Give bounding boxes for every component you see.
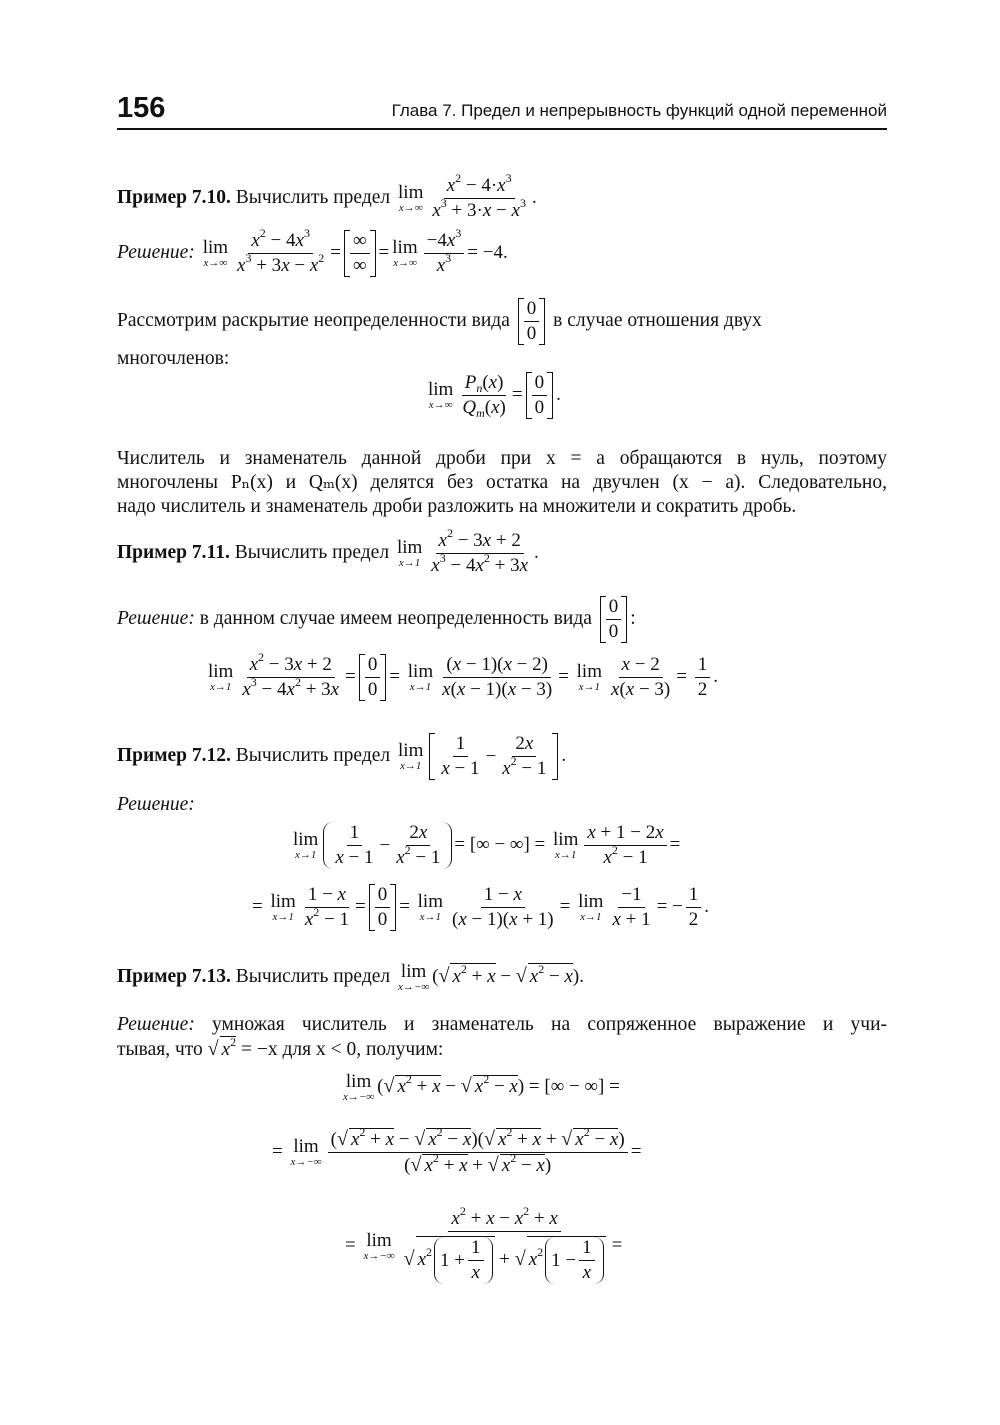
formula: lim x→1 $\frac{1}{x - 1}$ − $\frac{2x}{x^2 - 1}$ . xyxy=(398,733,567,779)
example-7-13-derivation-2: = lim x→−∞ $\frac{(√ x^2 + x - √ x^2 - x)(√ x^2 + x + √ x^2 - x)}{(√ x^2 + x + √ x^2 - x)}$ = xyxy=(272,1125,642,1176)
example-7-13-derivation-1: lim x→−∞ (√ $x^2 + x$ − √ $x^2 - x$) = [∞ − ∞] = xyxy=(343,1071,620,1103)
example-text: Вычислить предел xyxy=(235,186,391,208)
solution-text: в данном случае имеем неопределенность вида xyxy=(199,607,592,629)
example-7-10-statement xyxy=(117,171,887,222)
paragraph-line: многочлены Pₙ(x) и Qₘ(x) делятся без остатка на двучлен (x − a). Следовательно, xyxy=(117,472,887,493)
formula: lim x→∞ $\frac{x^2 - 4\cdot x^3}{x^3 + 3\cdot x - x^3}$ . xyxy=(398,171,537,221)
page-number: 156 xyxy=(117,92,166,124)
solution-text: умножая числитель и знаменатель на сопряженное выражение и учи- xyxy=(212,1014,887,1035)
example-7-12-derivation-1: lim x→1 $\frac{1}{x - 1}$ − $\frac{2x}{x^2 - 1}$ = [∞ − ∞] = lim x→1 $\frac{x + 1 - 2x}{x^2 - 1}$ = xyxy=(293,822,681,868)
text-fragment: Рассмотрим раскрытие неопределенности вида xyxy=(117,309,510,331)
formula: lim x→∞ $\frac{x^2 - 4x^3}{x^3 + 3x - x^2}$ = $\frac{\infty}{\infty}$ = lim x→∞ $\frac{-4x^3}{x^3}$ = −4. xyxy=(202,226,508,276)
paragraph-line: многочленов: xyxy=(117,348,230,369)
chapter-title: Глава 7. Предел и непрерывность функций одной переменной xyxy=(391,101,887,120)
indeterminate-0-0: $\frac{0}{0}$ xyxy=(600,596,628,643)
example-label: Пример 7.12. xyxy=(117,744,231,766)
example-7-13-solution-line1 xyxy=(117,1012,887,1037)
paragraph-line: надо числитель и знаменатель дроби разложить на множители и сократить дробь. xyxy=(117,496,797,517)
example-text: Вычислить предел xyxy=(235,744,391,766)
solution-text: тывая, что xyxy=(117,1039,203,1060)
example-7-12-derivation-2: = lim x→1 $\frac{1 - x}{x^2 - 1}$ = $\frac{0}{0}$ = lim x→1 $\frac{1 - x}{(x - 1)(x + 1)}$ = lim x→1 $\frac{-1}{x + 1}$ = − $\frac{1}{2}$ . xyxy=(252,884,710,930)
example-7-13-solution-line2: тывая, что √ $x^2 = -x$ для x < 0, получим: xyxy=(117,1035,444,1060)
formula: lim x→−∞ (√ $x^2 + x$ − √ $x^2 - x$). xyxy=(398,961,584,993)
example-7-11-solution: Решение: в данном случае имеем неопределенность вида $\frac{0}{0}$ : xyxy=(117,596,636,642)
example-label: Пример 7.11. xyxy=(117,541,230,563)
solution-label: Решение: xyxy=(117,607,195,629)
text-fragment: в случае отношения двух xyxy=(553,309,762,331)
solution-label: Решение: xyxy=(117,241,195,263)
example-label: Пример 7.10. xyxy=(117,186,231,208)
example-7-13-statement xyxy=(117,962,887,993)
example-7-12-statement xyxy=(117,733,887,780)
example-text: Вычислить предел xyxy=(235,965,391,987)
limit-formula: lim x→∞ $\frac{P_n(x)}{Q_m(x)}$ = $\frac{0}{0}$ . xyxy=(428,372,561,420)
paragraph-line: Числитель и знаменатель данной дроби при x = a обращаются в нуль, поэтому xyxy=(117,448,887,469)
formula: lim x→1 $\frac{x^2 - 3x + 2}{x^3 - 4x^2 + 3x}$ . xyxy=(396,526,539,576)
solution-label: Решение: xyxy=(117,1014,195,1035)
example-7-11-statement xyxy=(117,526,887,577)
paragraph-line xyxy=(117,298,887,345)
solution-label: Решение: xyxy=(117,794,195,815)
example-7-13-derivation-3: = lim x→−∞ $x^2 + x - x^2 + x$ √ $x^2$ 1 + $\frac{1}{x}$ + √ $x^2$ 1 − $\frac{1}{x}$ = xyxy=(345,1204,623,1283)
example-7-10-solution xyxy=(117,226,887,277)
header-rule xyxy=(117,128,887,130)
solution-text: = −x для x < 0, получим: xyxy=(240,1039,444,1060)
example-label: Пример 7.13. xyxy=(117,965,231,987)
indeterminate-0-0: $\frac{0}{0}$ xyxy=(518,298,546,345)
example-7-11-derivation: lim x→1 $\frac{x^2 - 3x + 2}{x^3 - 4x^2 + 3x}$ = $\frac{0}{0}$ = lim x→1 $\frac{(x - 1)(x - 2)}{x(x - 1)(x - 3)}$ = lim x→1 $\frac{x - 2}{x(x - 3)}$ = $\frac{1}{2}$ . xyxy=(208,650,718,700)
example-text: Вычислить предел xyxy=(234,541,390,563)
